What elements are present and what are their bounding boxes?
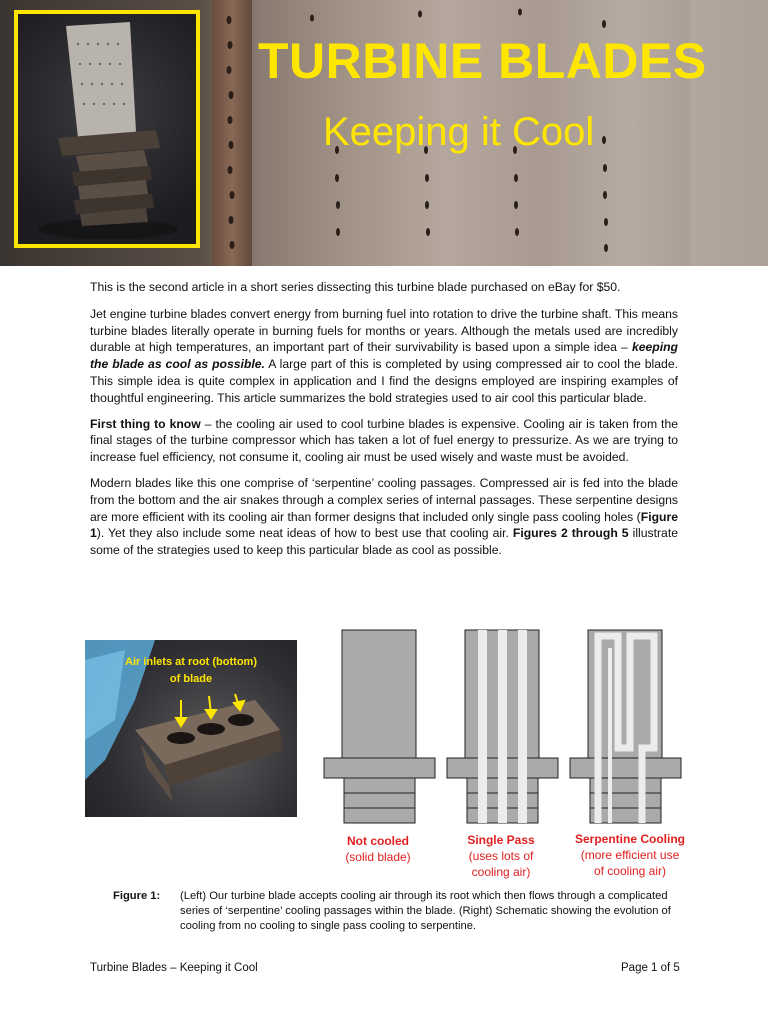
schematic-serpentine	[570, 630, 681, 823]
cooling-schematics	[320, 628, 700, 828]
paragraph-3: Modern blades like this one comprise of ‘serpentine’ cooling passages. Compressed air is fed into the blade from the bottom and the air snakes through a complex series of internal passages. These serpentine designs are more efficient with its cooling air than former designs that included only single pass cooling holes (Figure 1). Yet they also include some neat ideas of how to best use that cooling air. Figures 2 through 5 illustrate some of the strategies used to keep this particular blade as cool as possible.	[90, 475, 678, 558]
page-number: Page 1 of 5	[621, 962, 680, 974]
intro-paragraph: This is the second article in a short series dissecting this turbine blade purchased on eBay for $50.	[90, 280, 621, 294]
figures-2-5-reference: Figures 2 through 5	[512, 526, 629, 541]
page-title: TURBINE BLADES	[258, 33, 707, 89]
caption-label: Figure 1:	[113, 890, 161, 902]
turbine-blade-photo	[14, 10, 200, 248]
blade-root-photo	[85, 640, 297, 817]
figure-1-reference: Figure 1	[90, 509, 678, 541]
article-body	[90, 279, 678, 568]
schematic-single-pass	[447, 630, 558, 823]
paragraph-2: First thing to know – the cooling air used to cool turbine blades is expensive. Cooling air is taken from the final stages of the turbine compressor which has taken a lot of fuel energy to pressurize. As we are trying to increase fuel efficiency, not consume it, cooling air must be used wisely and waste must be avoided.	[90, 416, 679, 465]
lead-text: First thing to know	[90, 416, 201, 431]
photo-label-line-1: Air inlets at root (bottom)	[125, 656, 257, 668]
schematic-caption-3: Serpentine Cooling (more efficient use of cooling air)	[574, 832, 685, 878]
caption-text: (Left) Our turbine blade accepts cooling air through its root which then flows through a complicated series of ‘serpentine’ cooling passages within the blade. (Right) Schematic showing the evolution of cooling from no cooling to single pass cooling to serpentine.	[180, 890, 671, 932]
header-banner	[0, 0, 768, 266]
paragraph-1: Jet engine turbine blades convert energy from burning fuel into rotation to drive the turbine shaft. This means turbine blades literally operate in burning fuels for months or years. Although the metals used are incredibly durable at high temperatures, an important part of their survivability is based upon a simple idea – keeping the blade as cool as possible. A large part of this is completed by using compressed air to cool the blade. This simple idea is quite complex in application and I find the designs employed are inspiring examples of thoughtful engineering. This article summarizes the bold strategies used to air cool this particular blade.	[90, 306, 678, 405]
photo-label-line-2: of blade	[169, 673, 213, 685]
schematic-not-cooled	[324, 630, 435, 823]
schematic-caption-1: Not cooled (solid blade)	[345, 834, 411, 864]
schematic-caption-2: Single Pass (uses lots of cooling air)	[467, 833, 535, 879]
footer-title: Turbine Blades – Keeping it Cool	[90, 962, 258, 974]
emphasis-text: keeping the blade as cool as possible.	[90, 340, 678, 372]
page-subtitle: Keeping it Cool	[323, 110, 595, 154]
